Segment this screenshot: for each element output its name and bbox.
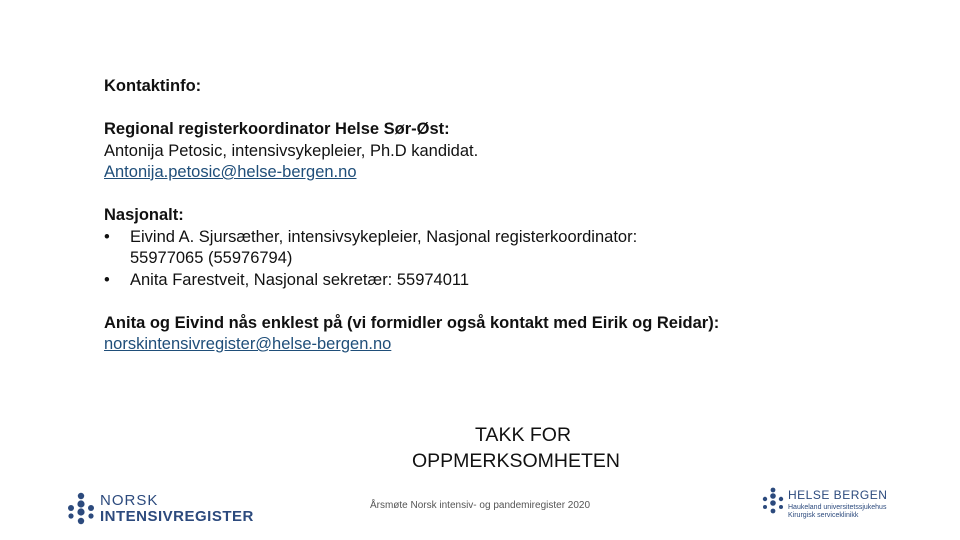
national-heading: Nasjonalt: [104,206,184,224]
dot-cluster-icon [760,486,786,520]
national-item-1-line2: 55977065 (55976794) [130,249,293,267]
thanks-line1: TAKK FOR [474,424,572,446]
logo-right-line1: HELSE BERGEN [788,488,888,502]
national-item-2 [104,270,884,292]
national-item-1-line1: Eivind A. Sjursæther, intensivsykepleier, Nasjonal registerkoordinator: [130,227,638,246]
bullet: • [104,270,110,289]
thanks-line2: OPPMERKSOMHETEN [411,450,621,472]
reach-text: Anita og Eivind nås enklest på (vi formidler også kontakt med Eirik og Reidar): [104,313,720,332]
regional-email-link[interactable]: Antonija.petosic@helse-bergen.no [104,163,357,181]
helse-bergen-logo [760,486,940,526]
norsk-intensivregister-logo [64,490,264,530]
national-item-2-line1: Anita Farestveit, Nasjonal sekretær: 55974011 [130,270,470,289]
contact-info-block [104,76,884,356]
regional-heading: Regional registerkoordinator Helse Sør-Øst: [104,120,450,138]
logo-right-line3: Kirurgisk serviceklinikk [788,512,859,519]
national-item-1 [104,227,884,249]
registry-email-link[interactable]: norskintensivregister@helse-bergen.no [104,335,392,353]
logo-right-line2: Haukeland universitetssjukehus [788,504,887,511]
logo-left-line1: NORSK [100,492,159,509]
dot-cluster-icon [64,490,98,530]
thanks-message [396,422,636,474]
contact-heading: Kontaktinfo: [104,77,202,95]
regional-person: Antonija Petosic, intensivsykepleier, Ph.D kandidat. [104,141,479,160]
footer-text: Årsmøte Norsk intensiv- og pandemiregister 2020 [369,500,591,511]
bullet: • [104,227,110,246]
logo-left-line2: INTENSIVREGISTER [100,508,254,525]
